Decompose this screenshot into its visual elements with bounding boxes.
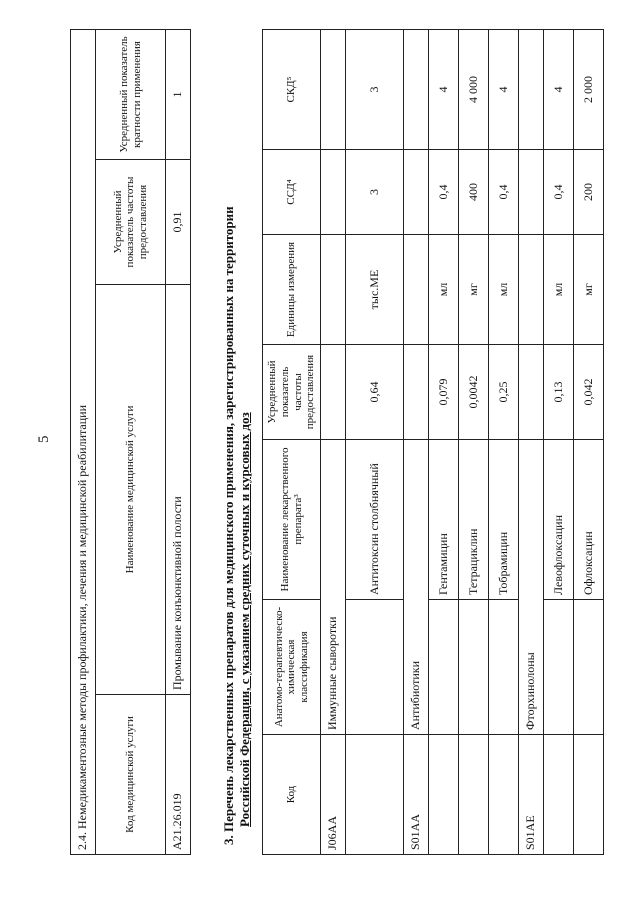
cell: 0,079 (429, 345, 459, 440)
empty-cell (574, 600, 604, 735)
empty-cell (519, 30, 544, 150)
cell: 3 (346, 150, 404, 235)
atc-code: S01AA (404, 735, 429, 855)
cell: 0,64 (346, 345, 404, 440)
header-cell: ССД⁴ (263, 150, 321, 235)
cell: тыс.МЕ (346, 235, 404, 345)
cell: 0,0042 (459, 345, 489, 440)
cell: 1 (166, 30, 191, 160)
group-row (404, 30, 429, 855)
header-cell: Усредненный показатель частоты предоставления (96, 160, 166, 285)
cell: 4 (429, 30, 459, 150)
atc-class: Иммунные сыворотки (321, 440, 346, 735)
header-cell: Усредненный показатель кратности применения (96, 30, 166, 160)
cell: Левофлоксацин (544, 440, 574, 600)
empty-cell (346, 735, 404, 855)
cell: 400 (459, 150, 489, 235)
header-cell: Единицы измерения (263, 235, 321, 345)
cell: Промывание конъюнктивной полости (166, 285, 191, 695)
section-title: 2.4. Немедикаментозные методы профилактики, лечения и медицинской реабилитации (71, 30, 96, 855)
empty-cell (519, 235, 544, 345)
cell: мл (489, 235, 519, 345)
empty-cell (489, 600, 519, 735)
empty-cell (519, 150, 544, 235)
cell: Гентамицин (429, 440, 459, 600)
heading-line: Российской Федерации, с указанием средних суточных и курсовых доз (237, 412, 253, 827)
cell: 0,4 (429, 150, 459, 235)
page-number: 5 (36, 435, 52, 443)
empty-cell (574, 735, 604, 855)
empty-cell (346, 600, 404, 735)
header-cell: Код медицинской услуги (96, 695, 166, 855)
cell: 4 (544, 30, 574, 150)
group-row (519, 30, 544, 855)
cell: Тетрациклин (459, 440, 489, 600)
heading-line: 3. Перечень лекарственных препаратов для медицинского применения, зарегистрированных на территории (221, 206, 236, 845)
empty-cell (321, 150, 346, 235)
empty-cell (459, 600, 489, 735)
empty-cell (404, 30, 429, 150)
empty-cell (321, 345, 346, 440)
cell: 4 (489, 30, 519, 150)
cell: 0,4 (544, 150, 574, 235)
header-cell: Усредненный показатель частоты предоставления (263, 345, 321, 440)
cell: 200 (574, 150, 604, 235)
cell: мл (544, 235, 574, 345)
empty-cell (459, 735, 489, 855)
group-row (321, 30, 346, 855)
atc-code: J06AA (321, 735, 346, 855)
empty-cell (489, 735, 519, 855)
header-cell: Анатомо-терапевтическо-химическая классификация (263, 600, 321, 735)
section-3-heading (221, 30, 254, 845)
atc-class: Фторхинолоны (519, 440, 544, 735)
empty-cell (404, 235, 429, 345)
table-row (459, 30, 489, 855)
table-row (489, 30, 519, 855)
empty-cell (429, 735, 459, 855)
cell: 3 (346, 30, 404, 150)
header-cell: Наименование медицинской услуги (96, 285, 166, 695)
empty-cell (544, 600, 574, 735)
empty-cell (404, 150, 429, 235)
table-row (429, 30, 459, 855)
cell: 0,042 (574, 345, 604, 440)
cell: мг (574, 235, 604, 345)
cell: 0,13 (544, 345, 574, 440)
table-row (166, 30, 191, 855)
empty-cell (321, 30, 346, 150)
header-cell: Наименование лекарственного препарата³ (263, 440, 321, 600)
atc-code: S01AE (519, 735, 544, 855)
empty-cell (321, 235, 346, 345)
table-row (544, 30, 574, 855)
cell: мг (459, 235, 489, 345)
table-header (263, 30, 321, 855)
cell: 0,25 (489, 345, 519, 440)
header-cell: СКД⁵ (263, 30, 321, 150)
cell: A21.26.019 (166, 695, 191, 855)
table-row (574, 30, 604, 855)
header-cell: Код (263, 735, 321, 855)
drugs-table (262, 29, 604, 855)
empty-cell (544, 735, 574, 855)
empty-cell (404, 345, 429, 440)
table-header (96, 30, 166, 855)
table-row (346, 30, 404, 855)
cell: Офлоксацин (574, 440, 604, 600)
cell: 0,4 (489, 150, 519, 235)
cell: Антитоксин столбнячный (346, 440, 404, 600)
cell: 4 000 (459, 30, 489, 150)
empty-cell (519, 345, 544, 440)
cell: 2 000 (574, 30, 604, 150)
atc-class: Антибиотики (404, 440, 429, 735)
services-table (70, 29, 191, 855)
cell: мл (429, 235, 459, 345)
empty-cell (429, 600, 459, 735)
cell: Тобрамицин (489, 440, 519, 600)
cell: 0,91 (166, 160, 191, 285)
